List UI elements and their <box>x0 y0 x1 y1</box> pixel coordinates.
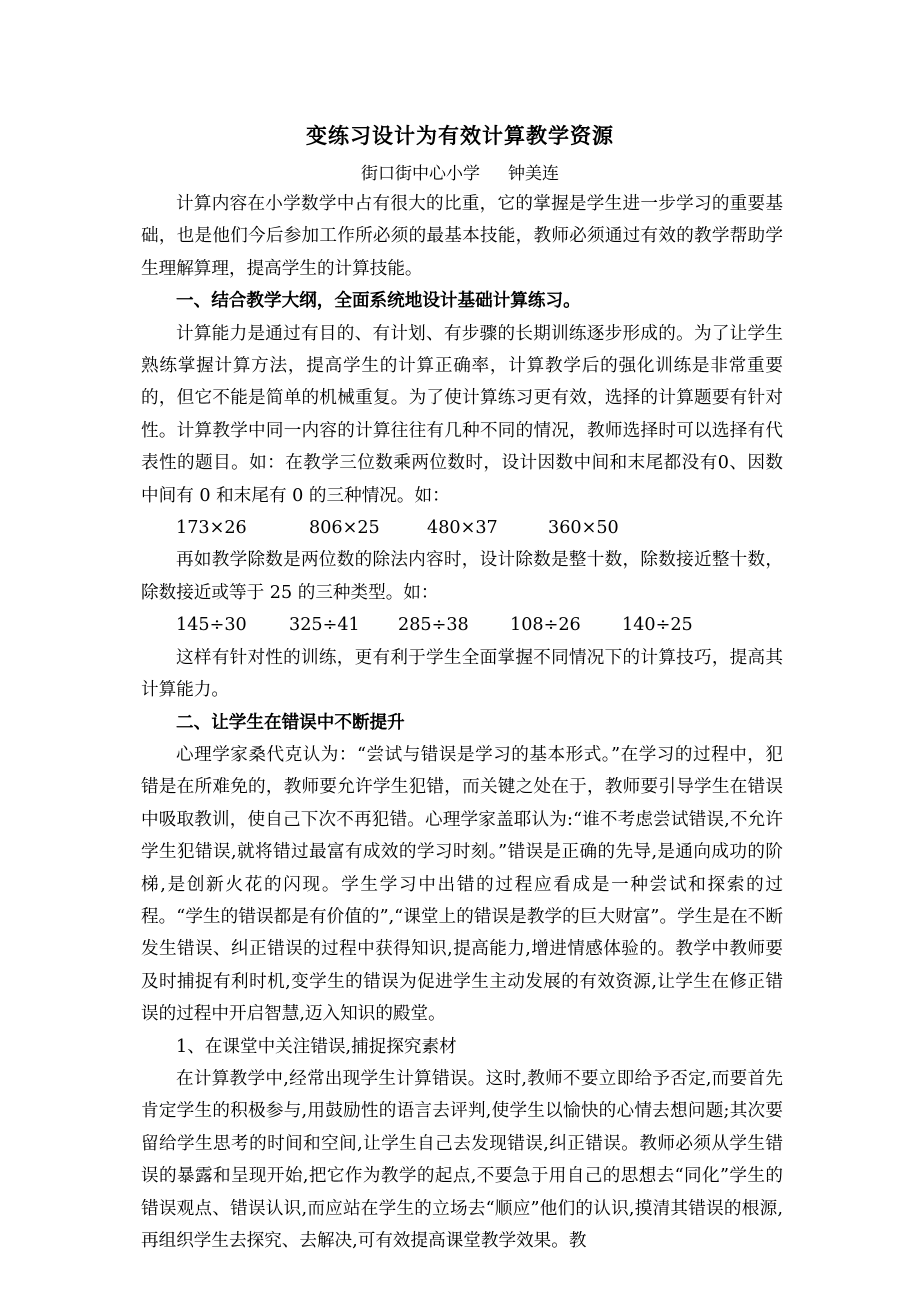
calc-item: 140÷25 <box>622 615 693 636</box>
document-title: 变练习设计为有效计算教学资源 <box>306 123 614 148</box>
calc-item: 285÷38 <box>398 615 469 636</box>
calc-item: 806×25 <box>309 518 380 539</box>
document-body <box>141 188 783 1257</box>
section-1-paragraph-2: 再如教学除数是两位数的除法内容时，设计除数是整十数，除数接近整十数，除数接近或等于 25 的三种类型。如： <box>141 550 783 603</box>
section-1-paragraph-3: 这样有针对性的训练，更有利于学生全面掌握不同情况下的计算技巧，提高其计算能力。 <box>141 647 783 701</box>
section-1-paragraph-1: 计算能力是通过有目的、有计划、有步骤的长期训练逐步形成的。为了让学生熟练掌握计算方法，提高学生的计算正确率，计算教学后的强化训练是非常重要的，但它不能是简单的机械重复。为了使计算练习更有效，选择的计算题要有针对性。计算教学中同一内容的计算往往有几种不同的情况，教师选择时可以选择有代表性的题目。如：在教学三位数乘两位数时，设计因数中间和末尾都没有0、因数中间有 0 和末尾有 0 的三种情况。如： <box>141 323 783 506</box>
author-school: 街口街中心小学 <box>361 164 480 184</box>
calc-item: 325÷41 <box>289 615 360 636</box>
subsection-1-paragraph: 在计算教学中,经常出现学生计算错误。这时,教师不要立即给予否定,而要首先肯定学生的积极参与,用鼓励性的语言去评判,使学生以愉快的心情去想问题;其次要留给学生思考的时间和空间,让学生自己去发现错误,纠正错误。教师必须从学生错误的暴露和呈现开始,把它作为教学的起点,不要急于用自己的思想去“同化”学生的错误观点、错误认识,而应站在学生的立场去“顺应”他们的认识,摸清其错误的根源,再组织学生去探究、去解决,可有效提高课堂教学效果。教 <box>141 1068 783 1251</box>
calc-item: 480×37 <box>427 518 498 539</box>
multiplication-examples <box>141 512 783 544</box>
author-name: 钟美连 <box>508 164 559 184</box>
section-2-paragraph-1: 心理学家桑代克认为：“尝试与错误是学习的基本形式。”在学习的过程中，犯错是在所难免的，教师要允许学生犯错，而关键之处在于，教师要引导学生在错误中吸取教训，使自己下次不再犯错。心理学家盖耶认为:“谁不考虑尝试错误,不允许学生犯错误,就将错过最富有成效的学习时刻。”错误是正确的先导,是通向成功的阶梯,是创新火花的闪现。学生学习中出错的过程应看成是一种尝试和探索的过程。“学生的错误都是有价值的”,“课堂上的错误是教学的巨大财富”。学生是在不断发生错误、纠正错误的过程中获得知识,提高能力,增进情感体验的。教学中教师要及时捕捉有利时机,变学生的错误为促进学生主动发展的有效资源,让学生在修正错误的过程中开启智慧,迈入知识的殿堂。 <box>141 744 783 1025</box>
calc-item: 173×26 <box>176 518 247 539</box>
calc-item: 360×50 <box>548 518 619 539</box>
intro-paragraph: 计算内容在小学数学中占有很大的比重，它的掌握是学生进一步学习的重要基础，也是他们今后参加工作所必须的最基本技能，教师必须通过有效的教学帮助学生理解算理，提高学生的计算技能。 <box>141 194 783 279</box>
division-examples <box>141 609 783 641</box>
author-line <box>0 162 920 186</box>
section-1-heading: 一、结合教学大纲，全面系统地设计基础计算练习。 <box>176 290 581 312</box>
section-2-heading: 二、让学生在错误中不断提升 <box>176 711 405 733</box>
calc-item: 145÷30 <box>176 615 247 636</box>
subsection-1-heading: 1、在课堂中关注错误,捕捉探究素材 <box>176 1036 457 1057</box>
calc-item: 108÷26 <box>510 615 581 636</box>
